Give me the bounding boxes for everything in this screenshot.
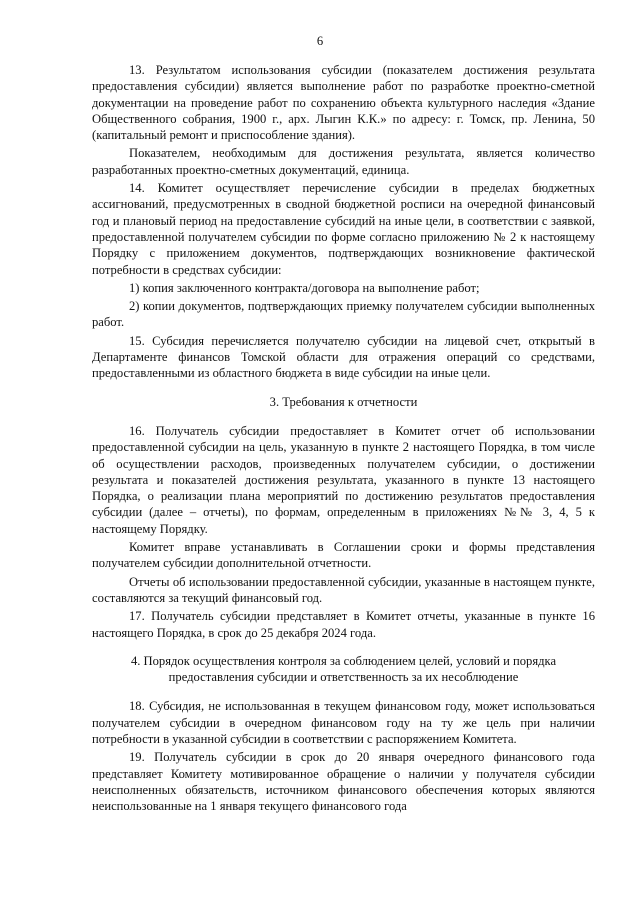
- document-body: [92, 62, 595, 814]
- paragraph-17: 17. Получатель субсидии представляет в Комитет отчеты, указанные в пункте 16 настоящего Порядка, в срок до 25 декабря 2024 года.: [92, 609, 595, 640]
- page-number: 6: [316, 34, 324, 48]
- list-item-2: 2) копии документов, подтверждающих приемку получателем субсидии выполненных работ.: [92, 299, 595, 330]
- section-4-heading: 4. Порядок осуществления контроля за соблюдением целей, условий и порядка предоставления субсидии и ответственность за их несоблюдение: [130, 653, 557, 685]
- paragraph-15: 15. Субсидия перечисляется получателю субсидии на лицевой счет, открытый в Департаменте финансов Томской области для отражения операций со средствами, предоставленными из областного бюджета в виде субсидии на иные цели.: [92, 333, 595, 381]
- paragraph-13: 13. Результатом использования субсидии (показателем достижения результата предоставления субсидии) является выполнение работ по разработке проектно-сметной документации на проведение работ по сохранению объекта культурного наследия «Здание Общественного собрания, 1900 г., арх. Лыгин К.К.» по адресу: г. Томск, пр. Ленина, 50 (капитальный ремонт и приспособление здания).: [92, 63, 595, 143]
- list-item-1: 1) копия заключенного контракта/договора на выполнение работ;: [129, 280, 480, 295]
- paragraph-14: 14. Комитет осуществляет перечисление субсидии в пределах бюджетных ассигнований, предусмотренных в сводной бюджетной росписи на очередной финансовый год и плановый период на предоставление субсидий на иные цели, в соответствии с заявкой, предоставленной получателем субсидии по форме согласно приложению № 2 к настоящему Порядку с приложением документов, подтверждающих возникновение фактической потребности в средствах субсидии:: [92, 181, 595, 277]
- paragraph-16-additional-reporting: Комитет вправе устанавливать в Соглашении сроки и формы представления получателем субсидии дополнительной отчетности.: [92, 540, 595, 571]
- paragraph-13-indicator: Показателем, необходимым для достижения результата, является количество разработанных проектно-сметных документаций, единица.: [92, 146, 595, 177]
- paragraph-18: 18. Субсидия, не использованная в текущем финансовом году, может использоваться получателем субсидии в очередном финансовом году на ту же цель при наличии потребности в указанной субсидии в соответствии с распоряжением Комитета.: [92, 699, 595, 746]
- paragraph-16: 16. Получатель субсидии предоставляет в Комитет отчет об использовании предоставленной субсидии на цель, указанную в пункте 2 настоящего Порядка, в том числе об осуществлении расходов, произведенных получателем субсидии, о достижении результата и показателей достижения результата, указанного в пункте 13 настоящего Порядка, о реализации плана мероприятий по достижению результатов предоставления субсидии (далее – отчеты), по формам, определенным в приложениях №№ 3, 4, 5 к настоящему Порядку.: [92, 423, 595, 536]
- section-3-heading: 3. Требования к отчетности: [269, 394, 418, 409]
- paragraph-19: 19. Получатель субсидии в срок до 20 января очередного финансового года представляет Комитету мотивированное обращение о наличии у получателя субсидии неисполненных обязательств, источником финансового обеспечения которых являются неиспользованные на 1 января текущего финансового года: [92, 750, 595, 814]
- paragraph-16-period: Отчеты об использовании предоставленной субсидии, указанные в настоящем пункте, составляются за текущий финансовый год.: [92, 574, 595, 605]
